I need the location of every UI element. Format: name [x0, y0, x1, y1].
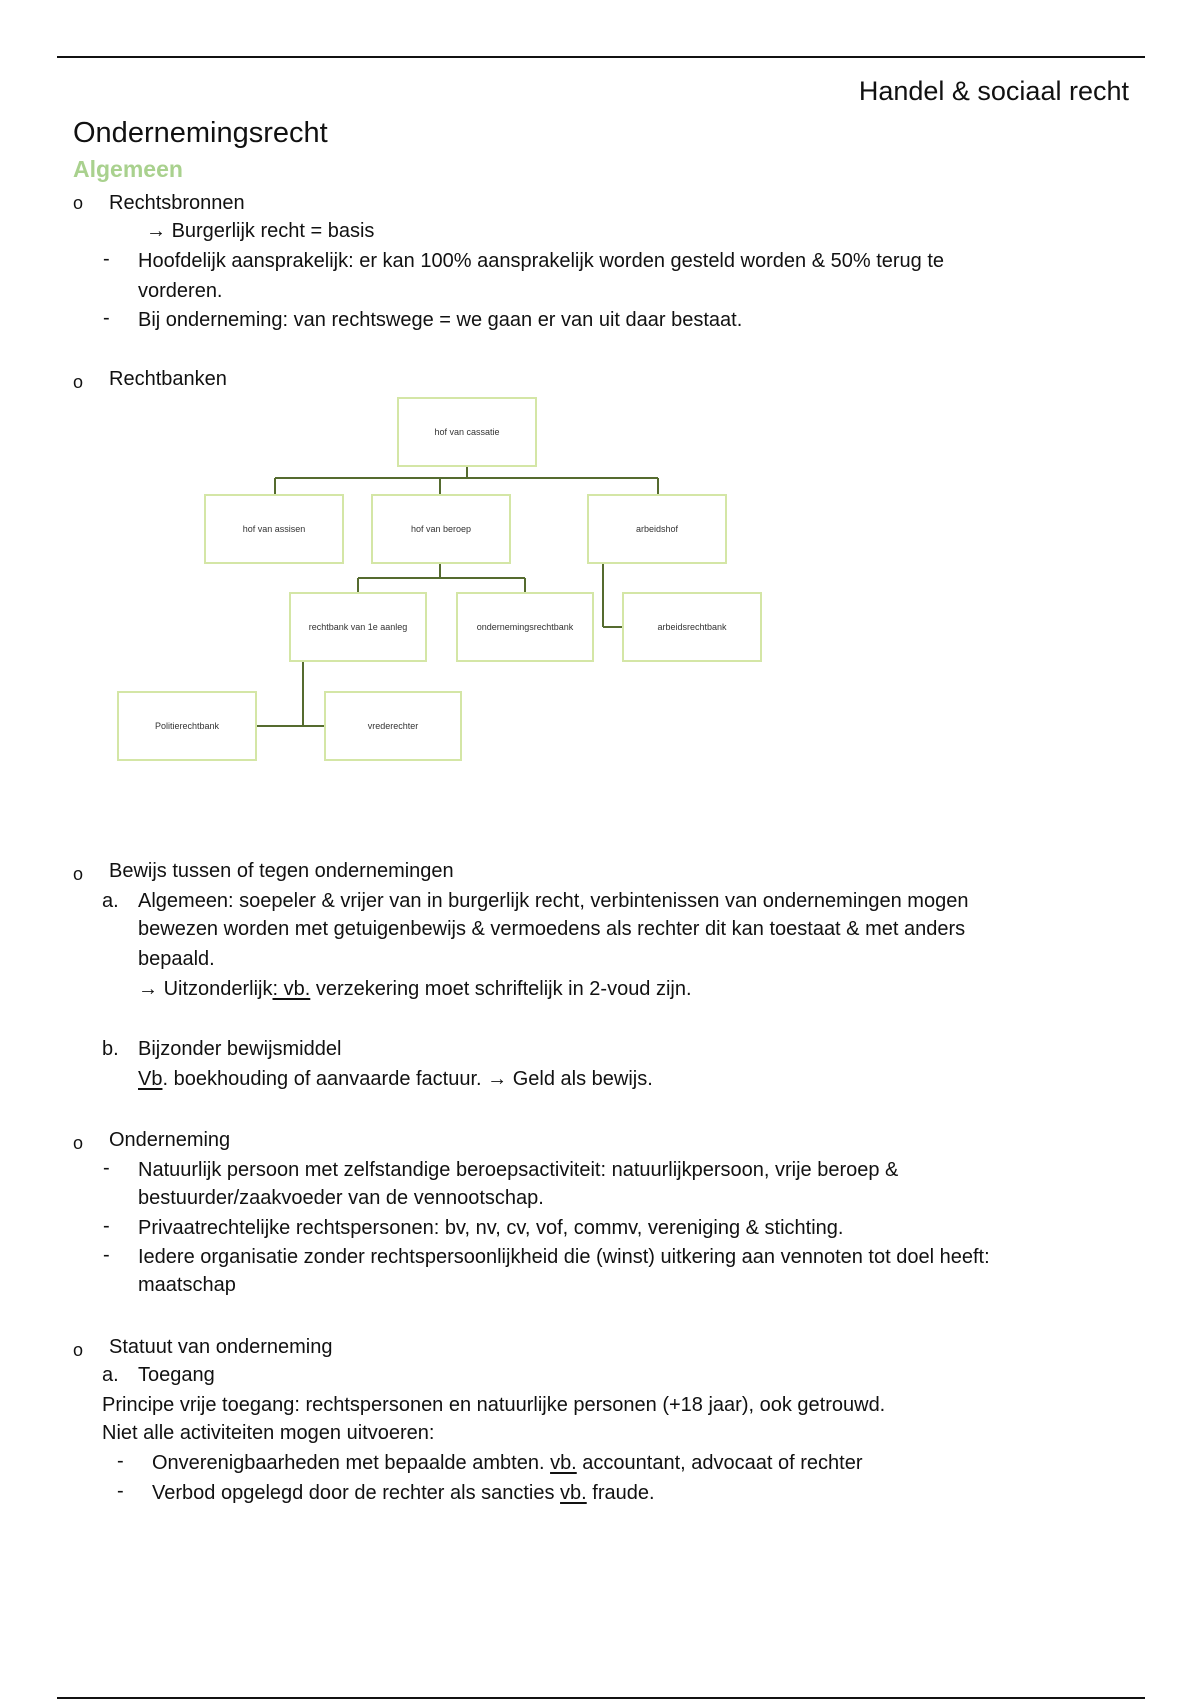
bewijs-b-tail: Geld als bewijs. [507, 1068, 653, 1090]
uitzonderlijk-rest: verzekering moet schriftelijk in 2-voud zijn. [310, 978, 692, 1000]
vb-underlined: Vb [138, 1068, 163, 1090]
box-vrederechter: vrederechter [324, 691, 462, 761]
circle-bullet: o [73, 1340, 84, 1360]
dash-bullet: - [103, 1215, 110, 1237]
box-politierechtbank: Politierechtbank [117, 691, 257, 761]
dash-bullet: - [103, 1244, 110, 1266]
statuut-line-1: Principe vrije toegang: rechtspersonen en natuurlijke personen (+18 jaar), ook getrouwd. [102, 1394, 886, 1416]
bewijs-b-text: . boekhouding of aanvaarde factuur. [162, 1068, 488, 1090]
rechtsbronnen-item-1-line-2: vorderen. [138, 280, 223, 302]
dash-bullet: - [103, 248, 110, 270]
circle-bullet: o [73, 864, 84, 884]
statuut-item-2-rest: fraude. [586, 1482, 655, 1504]
bottom-rule [57, 1697, 1145, 1699]
statuut-a-label: a. [102, 1364, 119, 1386]
statuut-item-1 [152, 1450, 862, 1476]
rechtsbronnen-item-1-line-1: Hoofdelijk aansprakelijk: er kan 100% aansprakelijk worden gesteld worden & 50% terug te [138, 250, 945, 272]
bewijs-b-label: b. [102, 1038, 119, 1060]
box-arbeidsrechtbank: arbeidsrechtbank [622, 592, 762, 662]
circle-bullet: o [73, 372, 84, 392]
rechtsbronnen-heading: Rechtsbronnen [109, 192, 245, 214]
dash-bullet: - [117, 1450, 124, 1472]
vb-underlined: : vb. [272, 978, 311, 1000]
statuut-line-2: Niet alle activiteiten mogen uitvoeren: [102, 1422, 435, 1444]
rechtsbronnen-item-2: Bij onderneming: van rechtswege = we gaan er van uit daar bestaat. [138, 309, 743, 331]
dash-bullet: - [103, 1157, 110, 1179]
box-hof-van-cassatie: hof van cassatie [397, 397, 537, 467]
bewijs-a-arrow-line [138, 976, 692, 1002]
onderneming-item-2: Privaatrechtelijke rechtspersonen: bv, nv, cv, vof, commv, vereniging & stichting. [138, 1217, 844, 1239]
box-hof-van-assisen: hof van assisen [204, 494, 344, 564]
statuut-heading: Statuut van onderneming [109, 1336, 333, 1358]
onderneming-item-1-line-1: Natuurlijk persoon met zelfstandige beroepsactiviteit: natuurlijkpersoon, vrije beroep & [138, 1159, 899, 1181]
bewijs-b-title: Bijzonder bewijsmiddel [138, 1038, 342, 1060]
arrow-icon: → [487, 1068, 508, 1090]
uitzonderlijk-text: Uitzonderlijk [163, 978, 273, 1000]
arrow-icon: → [146, 220, 166, 242]
statuut-item-2-text: Verbod opgelegd door de rechter als sancties [152, 1482, 561, 1504]
bewijs-heading: Bewijs tussen of tegen ondernemingen [109, 860, 454, 882]
section-title: Algemeen [73, 156, 183, 182]
box-ondernemingsrechtbank: ondernemingsrechtbank [456, 592, 594, 662]
dash-bullet: - [117, 1480, 124, 1502]
bewijs-a-line-2: bewezen worden met getuigenbewijs & vermoedens als rechter dit kan toestaat & met anders [138, 918, 966, 940]
box-rechtbank-eerste-aanleg: rechtbank van 1e aanleg [289, 592, 427, 662]
course-header: Handel & sociaal recht [858, 76, 1129, 106]
rechtbanken-heading: Rechtbanken [109, 368, 227, 390]
vb-underlined: vb. [560, 1482, 587, 1504]
dash-bullet: - [103, 307, 110, 329]
arrow-line-text: Burgerlijk recht = basis [171, 220, 375, 242]
bewijs-a-label: a. [102, 890, 119, 912]
bewijs-a-line-3: bepaald. [138, 948, 215, 970]
onderneming-item-3-line-2: maatschap [138, 1274, 236, 1296]
box-arbeidshof: arbeidshof [587, 494, 727, 564]
bewijs-a-line-1: Algemeen: soepeler & vrijer van in burgerlijk recht, verbintenissen van ondernemingen mogen [138, 890, 969, 912]
bewijs-b-line [138, 1066, 653, 1092]
court-hierarchy-connectors [0, 0, 1200, 800]
onderneming-item-3-line-1: Iedere organisatie zonder rechtspersoonlijkheid die (winst) uitkering aan vennoten tot doel heeft: [138, 1246, 990, 1268]
arrow-icon: → [138, 978, 158, 1000]
page-title: Ondernemingsrecht [73, 117, 328, 149]
onderneming-heading: Onderneming [109, 1129, 231, 1151]
statuut-item-1-text: Onverenigbaarheden met bepaalde ambten. [152, 1452, 551, 1474]
circle-bullet: o [73, 193, 84, 213]
statuut-a-title: Toegang [138, 1364, 215, 1386]
box-hof-van-beroep: hof van beroep [371, 494, 511, 564]
vb-underlined: vb. [550, 1452, 577, 1474]
circle-bullet: o [73, 1133, 84, 1153]
statuut-item-2 [152, 1480, 655, 1506]
onderneming-item-1-line-2: bestuurder/zaakvoeder van de vennootschap. [138, 1187, 544, 1209]
statuut-item-1-rest: accountant, advocaat of rechter [576, 1452, 863, 1474]
